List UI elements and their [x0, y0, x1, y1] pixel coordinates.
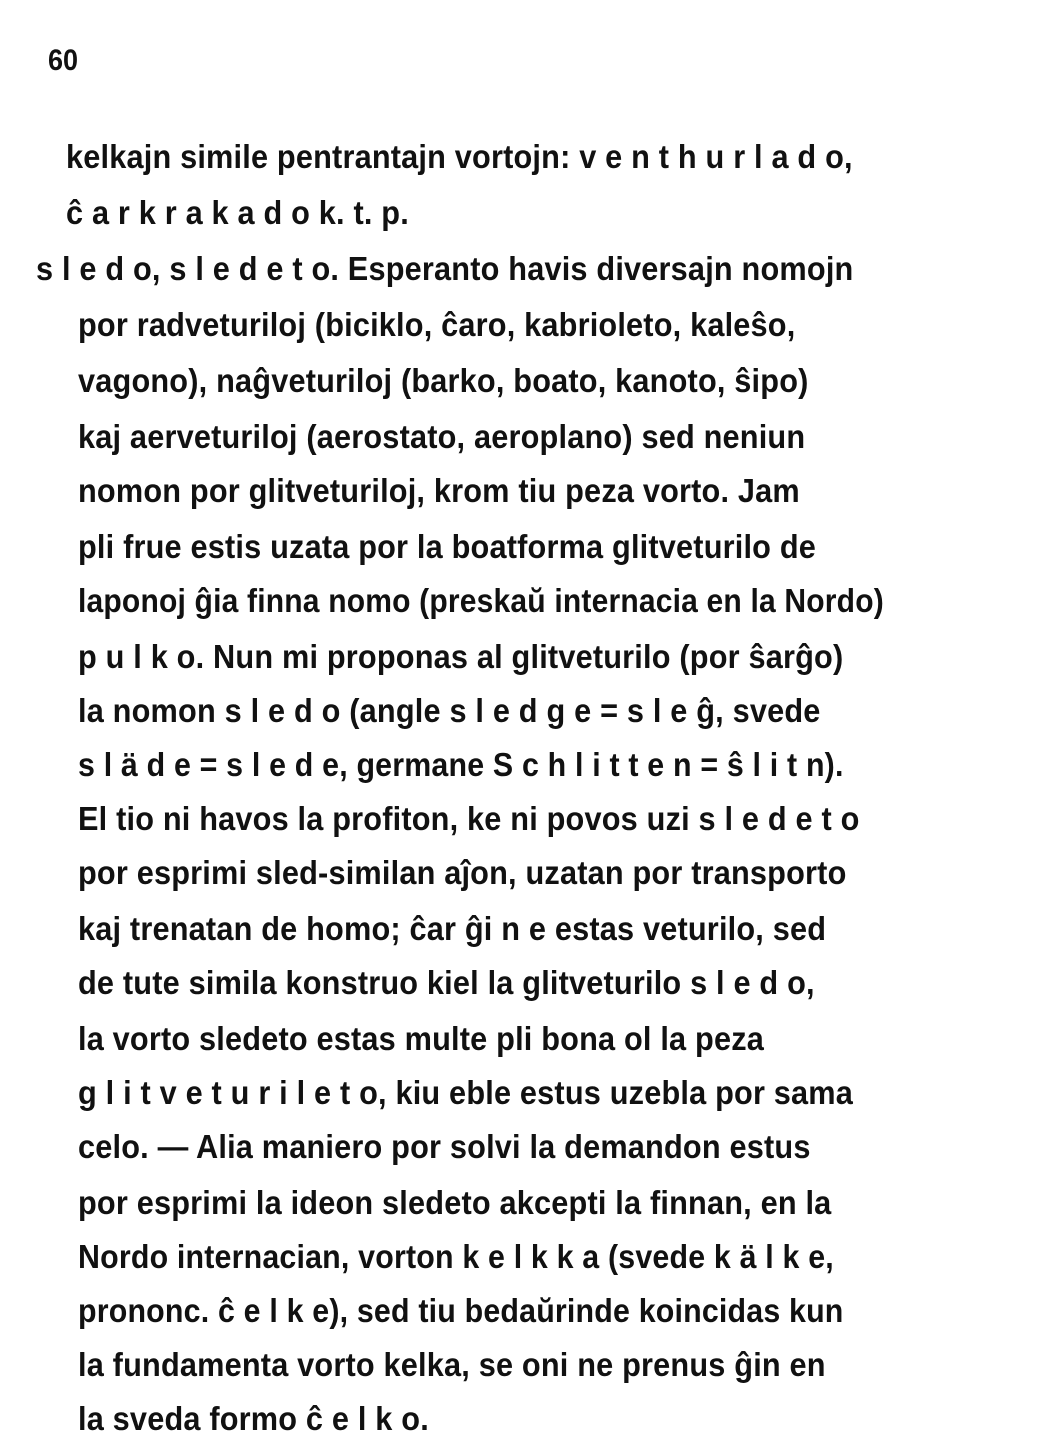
text-line: prononc. ĉ e l k e), sed tiu bedaŭrinde koincidas kun [78, 1292, 844, 1329]
text-line: la vorto sledeto estas multe pli bona ol la peza [78, 1020, 764, 1057]
text-line: la fundamenta vorto kelka, se oni ne prenus ĝin en [78, 1346, 826, 1383]
text-line: de tute simila konstruo kiel la glitveturilo s l e d o, [78, 964, 815, 1001]
text-line: nomon por glitveturiloj, krom tiu peza vorto. Jam [78, 472, 800, 509]
text-line: s l ä d e = s l e d e, germane S c h l i t t e n = ŝ l i t n). [78, 746, 844, 783]
text-line: celo. — Alia maniero por solvi la demandon estus [78, 1128, 811, 1165]
text-line: kaj trenatan de homo; ĉar ĝi n e estas veturilo, sed [78, 910, 827, 947]
text-line: por esprimi sled-similan aĵon, uzatan por transporto [78, 854, 847, 891]
text-line: Nordo internacian, vorton k e l k k a (svede k ä l k e, [78, 1238, 834, 1275]
text-line: kelkajn simile pentrantajn vortojn: v e n t h u r l a d o, [66, 138, 853, 175]
text-line: por esprimi la ideon sledeto akcepti la finnan, en la [78, 1184, 832, 1221]
text-line: p u l k o. Nun mi proponas al glitveturilo (por ŝarĝo) [78, 638, 844, 675]
text-line: pli frue estis uzata por la boatforma glitveturilo de [78, 528, 817, 565]
text-line: kaj aerveturiloj (aerostato, aeroplano) sed neniun [78, 418, 806, 455]
text-line: por radveturiloj (biciklo, ĉaro, kabrioleto, kaleŝo, [78, 306, 796, 343]
text-line: la nomon s l e d o (angle s l e d g e = s l e ĝ, svede [78, 692, 821, 729]
text-line: vagono), naĝveturiloj (barko, boato, kanoto, ŝipo) [78, 362, 809, 399]
text-line: El tio ni havos la profiton, ke ni povos uzi s l e d e t o [78, 800, 860, 837]
text-line: la sveda formo ĉ e l k o. [78, 1400, 429, 1437]
text-line: laponoj ĝia finna nomo (preskaŭ internacia en la Nordo) [78, 582, 884, 619]
page-number: 60 [48, 44, 79, 77]
text-line: ĉ a r k r a k a d o k. t. p. [66, 194, 409, 231]
text-line: g l i t v e t u r i l e t o, kiu eble estus uzebla por sama [78, 1074, 854, 1111]
text-line: s l e d o, s l e d e t o. Esperanto havis diversajn nomojn [36, 250, 854, 287]
